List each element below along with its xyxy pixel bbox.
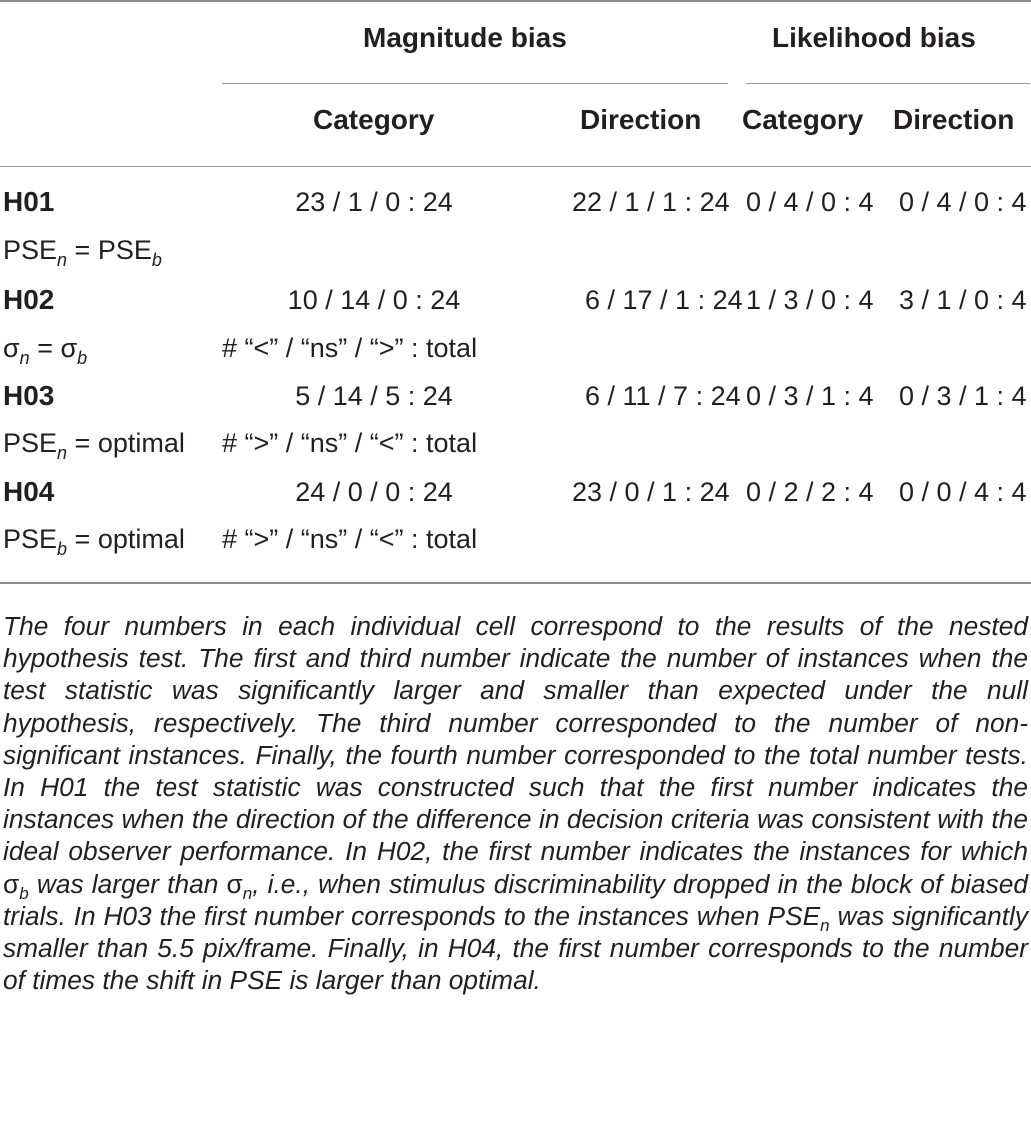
table-cell: 23 / 1 / 0 : 24 [295,187,453,217]
row-id: H01 [3,186,55,217]
header-likelihood-bias: Likelihood bias [772,22,976,53]
table-cell: 0 / 3 / 1 : 4 [746,381,874,411]
row-id: H02 [3,284,55,315]
table-footnote: The four numbers in each individual cell correspond to the results of the nested hypothesis test. The first and third number indicate the number of instances when the test statistic was significantly larger and smaller than expected under the null hypothesis, respectively. The third number corresponded to the number of non-significant instances. Finally, the fourth number corresponded to the total number tests. In H01 the test statistic was constructed such that the first number indicates the instances when the direction of the difference in decision criteria was consistent with the ideal observer performance. In H02, the first number indicates the instances for which $\sigma_b$ was larger than $\sigma_n$, i.e., when stimulus discriminability dropped in the block of biased trials. In H03 the first number corresponds to the instances when $PSE_n$ was significantly smaller than 5.5 pix/frame. Finally, in H04, the first number corresponds to the number of times the shift in PSE is larger than optimal. [3,611,1028,996]
table-cell: 0 / 4 / 0 : 4 [899,187,1027,217]
header-bottom-rule [0,166,1031,167]
result-legend: # “>” / “ns” / “<” : total [222,524,478,554]
hypothesis-condition: $PSE_b$ = optimal [3,524,185,559]
row-id: H03 [3,380,55,411]
table-cell: 5 / 14 / 5 : 24 [295,381,453,411]
column-header-likelihood-category: Category [742,104,864,135]
column-header-magnitude-direction: Direction [580,104,702,135]
likelihood-bias-rule [746,83,1030,84]
hypothesis-condition: $\sigma_n = \sigma_b$ [3,333,88,368]
table-cell: 10 / 14 / 0 : 24 [287,285,461,315]
column-header-likelihood-direction: Direction [893,104,1015,135]
table-cell: 0 / 0 / 4 : 4 [899,477,1027,507]
column-header-magnitude-category: Category [313,104,435,135]
table-cell: 6 / 17 / 1 : 24 [585,285,743,315]
table-cell: 23 / 0 / 1 : 24 [572,477,730,507]
table-cell: 22 / 1 / 1 : 24 [572,187,730,217]
result-legend: # “>” / “ns” / “<” : total [222,428,478,458]
table-cell: 3 / 1 / 0 : 4 [899,285,1027,315]
table-top-rule [0,0,1031,2]
table-cell: 1 / 3 / 0 : 4 [746,285,874,315]
table-cell: 24 / 0 / 0 : 24 [295,477,453,507]
result-legend: # “<” / “ns” / “>” : total [222,333,478,363]
table-cell: 0 / 2 / 2 : 4 [746,477,874,507]
table-cell: 0 / 3 / 1 : 4 [899,381,1027,411]
hypothesis-condition: $PSE_n$ = optimal [3,428,185,463]
table-cell: 6 / 11 / 7 : 24 [585,381,741,411]
table-cell: 0 / 4 / 0 : 4 [746,187,874,217]
row-id: H04 [3,476,55,507]
header-magnitude-bias: Magnitude bias [363,22,567,53]
hypothesis-condition: $PSE_n = PSE_b$ [3,235,162,270]
magnitude-bias-rule [222,83,728,84]
table-bottom-rule [0,582,1031,584]
